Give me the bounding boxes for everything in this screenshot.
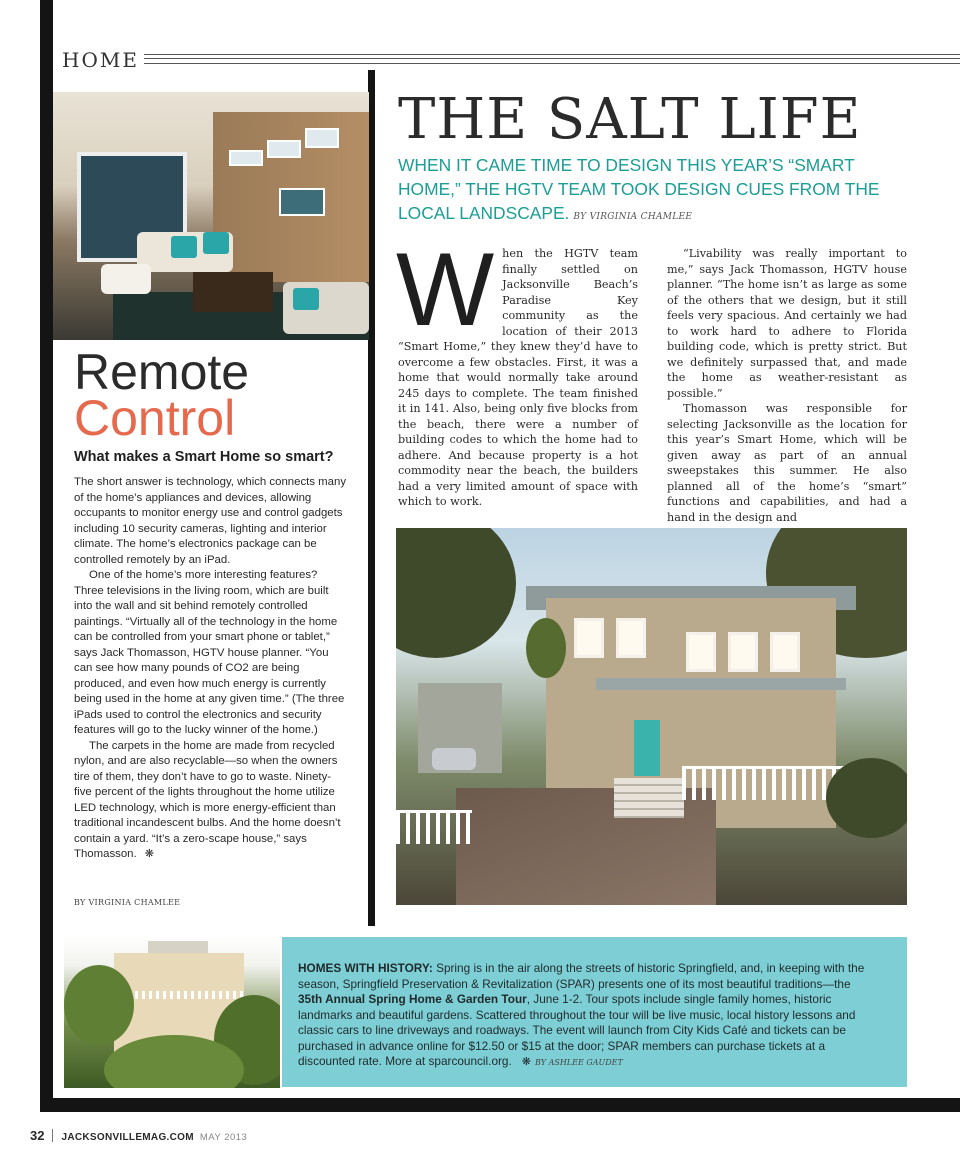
springfield-home-photo — [64, 935, 280, 1088]
article-deck-text: WHEN IT CAME TIME TO DESIGN THIS YEAR’S “SMART HOME,” THE HGTV TEAM TOOK DESIGN CUES FROM THE LOCAL LANDSCAPE. — [398, 155, 880, 223]
page-number: 32 — [30, 1128, 45, 1143]
sidebar-paragraph — [74, 739, 348, 863]
footer-site: JACKSONVILLEMAG.COM — [61, 1132, 194, 1143]
drop-cap: W — [396, 232, 495, 348]
header-rule — [144, 54, 960, 64]
article-paragraph: “Livability was really important to me,” says Jack Thomasson, HGTV house planner. “The home isn’t as large as some of the others that we design, but it still feels very spacious. And certainly we had to work hard to adhere to Florida building code, which is pretty strict. But we definitely surpassed that, and made the home as weather-resistant as possible.” — [667, 247, 907, 400]
history-label: HOMES WITH HISTORY: — [298, 961, 433, 975]
page-footer — [30, 1128, 247, 1143]
end-mark-icon: ❋ — [144, 848, 154, 860]
article-title: THE SALT LIFE — [398, 87, 862, 152]
sidebar-body — [74, 475, 348, 863]
history-callout — [282, 937, 907, 1087]
sidebar-byline: BY VIRGINIA CHAMLEE — [74, 898, 181, 907]
article-column-1 — [396, 232, 638, 510]
column-divider — [368, 70, 375, 926]
article-paragraph: hen the HGTV team finally settled on Jacksonville Beach’s Paradise Key community as the location of their 2013 “Smart Home,” they knew they’d have to overcome a few obstacles. First, it was a home that would normally take around 245 days to complete. The team finished it in 141. Also, being only five blocks from the beach, there were a number of building codes to which the home had to adhere. And because property is a hot commodity near the beach, the builders had a very limited amount of space with which to work. — [398, 247, 638, 508]
sidebar-paragraph: One of the home’s more interesting features? Three televisions in the living room, which are built into the wall and sit behind remotely controlled paintings. “Virtually all of the technology in the home can be controlled from your smart phone or tablet,” says Jack Thomasson, HGTV house planner. “You can see how many pounds of CO2 are being produced, and even how much energy is currently being used in the home at any given time.” (The three iPads used to control the electronics and security features will go to the lucky winner of the home.) — [74, 569, 345, 736]
sidebar-title-line-1: Remote — [74, 344, 250, 400]
article-deck — [398, 153, 898, 229]
footer-divider — [52, 1129, 53, 1142]
sidebar-paragraph-text: The carpets in the home are made from recycled nylon, and are also recyclable—so when the owners tire of them, they don’t have to go to waste. Ninety-five percent of the lights throughout the home utilize LED technology, which is more energy-efficient than traditional incandescent bulbs. And the home doesn’t contain a yard. “It’s a zero-scape house,” says Thomasson. — [74, 739, 341, 860]
page-frame-bottom — [40, 1098, 960, 1112]
article-byline: BY VIRGINIA CHAMLEE — [573, 212, 693, 222]
sidebar-paragraph: The short answer is technology, which connects many of the home’s appliances and devices, allowing occupants to monitor energy use and control gadgets including 10 security cameras, lighting and interior climate. The home’s electronics package can be controlled remotely by an iPad. — [74, 476, 347, 566]
article-paragraph: Thomasson was responsible for selecting Jacksonville as the location for this year’s Smart Home, which will be given away as part of an annual sweepstakes this summer. He also planned all of the home’s “smart” functions and capabilities, and had a hand in the design and — [667, 402, 907, 524]
end-mark-icon: ❋ — [521, 1056, 531, 1068]
history-event-name: 35th Annual Spring Home & Garden Tour — [298, 992, 527, 1006]
living-room-photo — [53, 92, 369, 340]
section-label: HOME — [62, 48, 139, 72]
footer-issue: MAY 2013 — [199, 1132, 248, 1143]
history-text: , June 1-2. Tour spots include single family homes, historic landmarks and beautiful gardens. Scattered throughout the tour will be live music, local history lessons and classic cars to line driveways and roadways. The event will launch from City Kids Café and tickets can be purchased in advance online for $12.50 or $15 at the door; SPAR members can purchase tickets at a discounted rate. More at sparcouncil.org. — [298, 992, 856, 1068]
history-byline: BY ASHLEE GAUDET — [535, 1058, 623, 1067]
page-frame-left — [40, 0, 53, 1112]
sidebar-title-line-2: Control — [74, 390, 236, 446]
article-column-2 — [667, 246, 907, 525]
sidebar-subtitle: What makes a Smart Home so smart? — [74, 449, 334, 465]
history-text: Spring is in the air along the streets of historic Springfield, and, in keeping with the season, Springfield Preservation & Revitalization (SPAR) presents one of its most beautiful traditions—the — [298, 961, 865, 991]
smart-home-exterior-photo — [396, 528, 907, 905]
